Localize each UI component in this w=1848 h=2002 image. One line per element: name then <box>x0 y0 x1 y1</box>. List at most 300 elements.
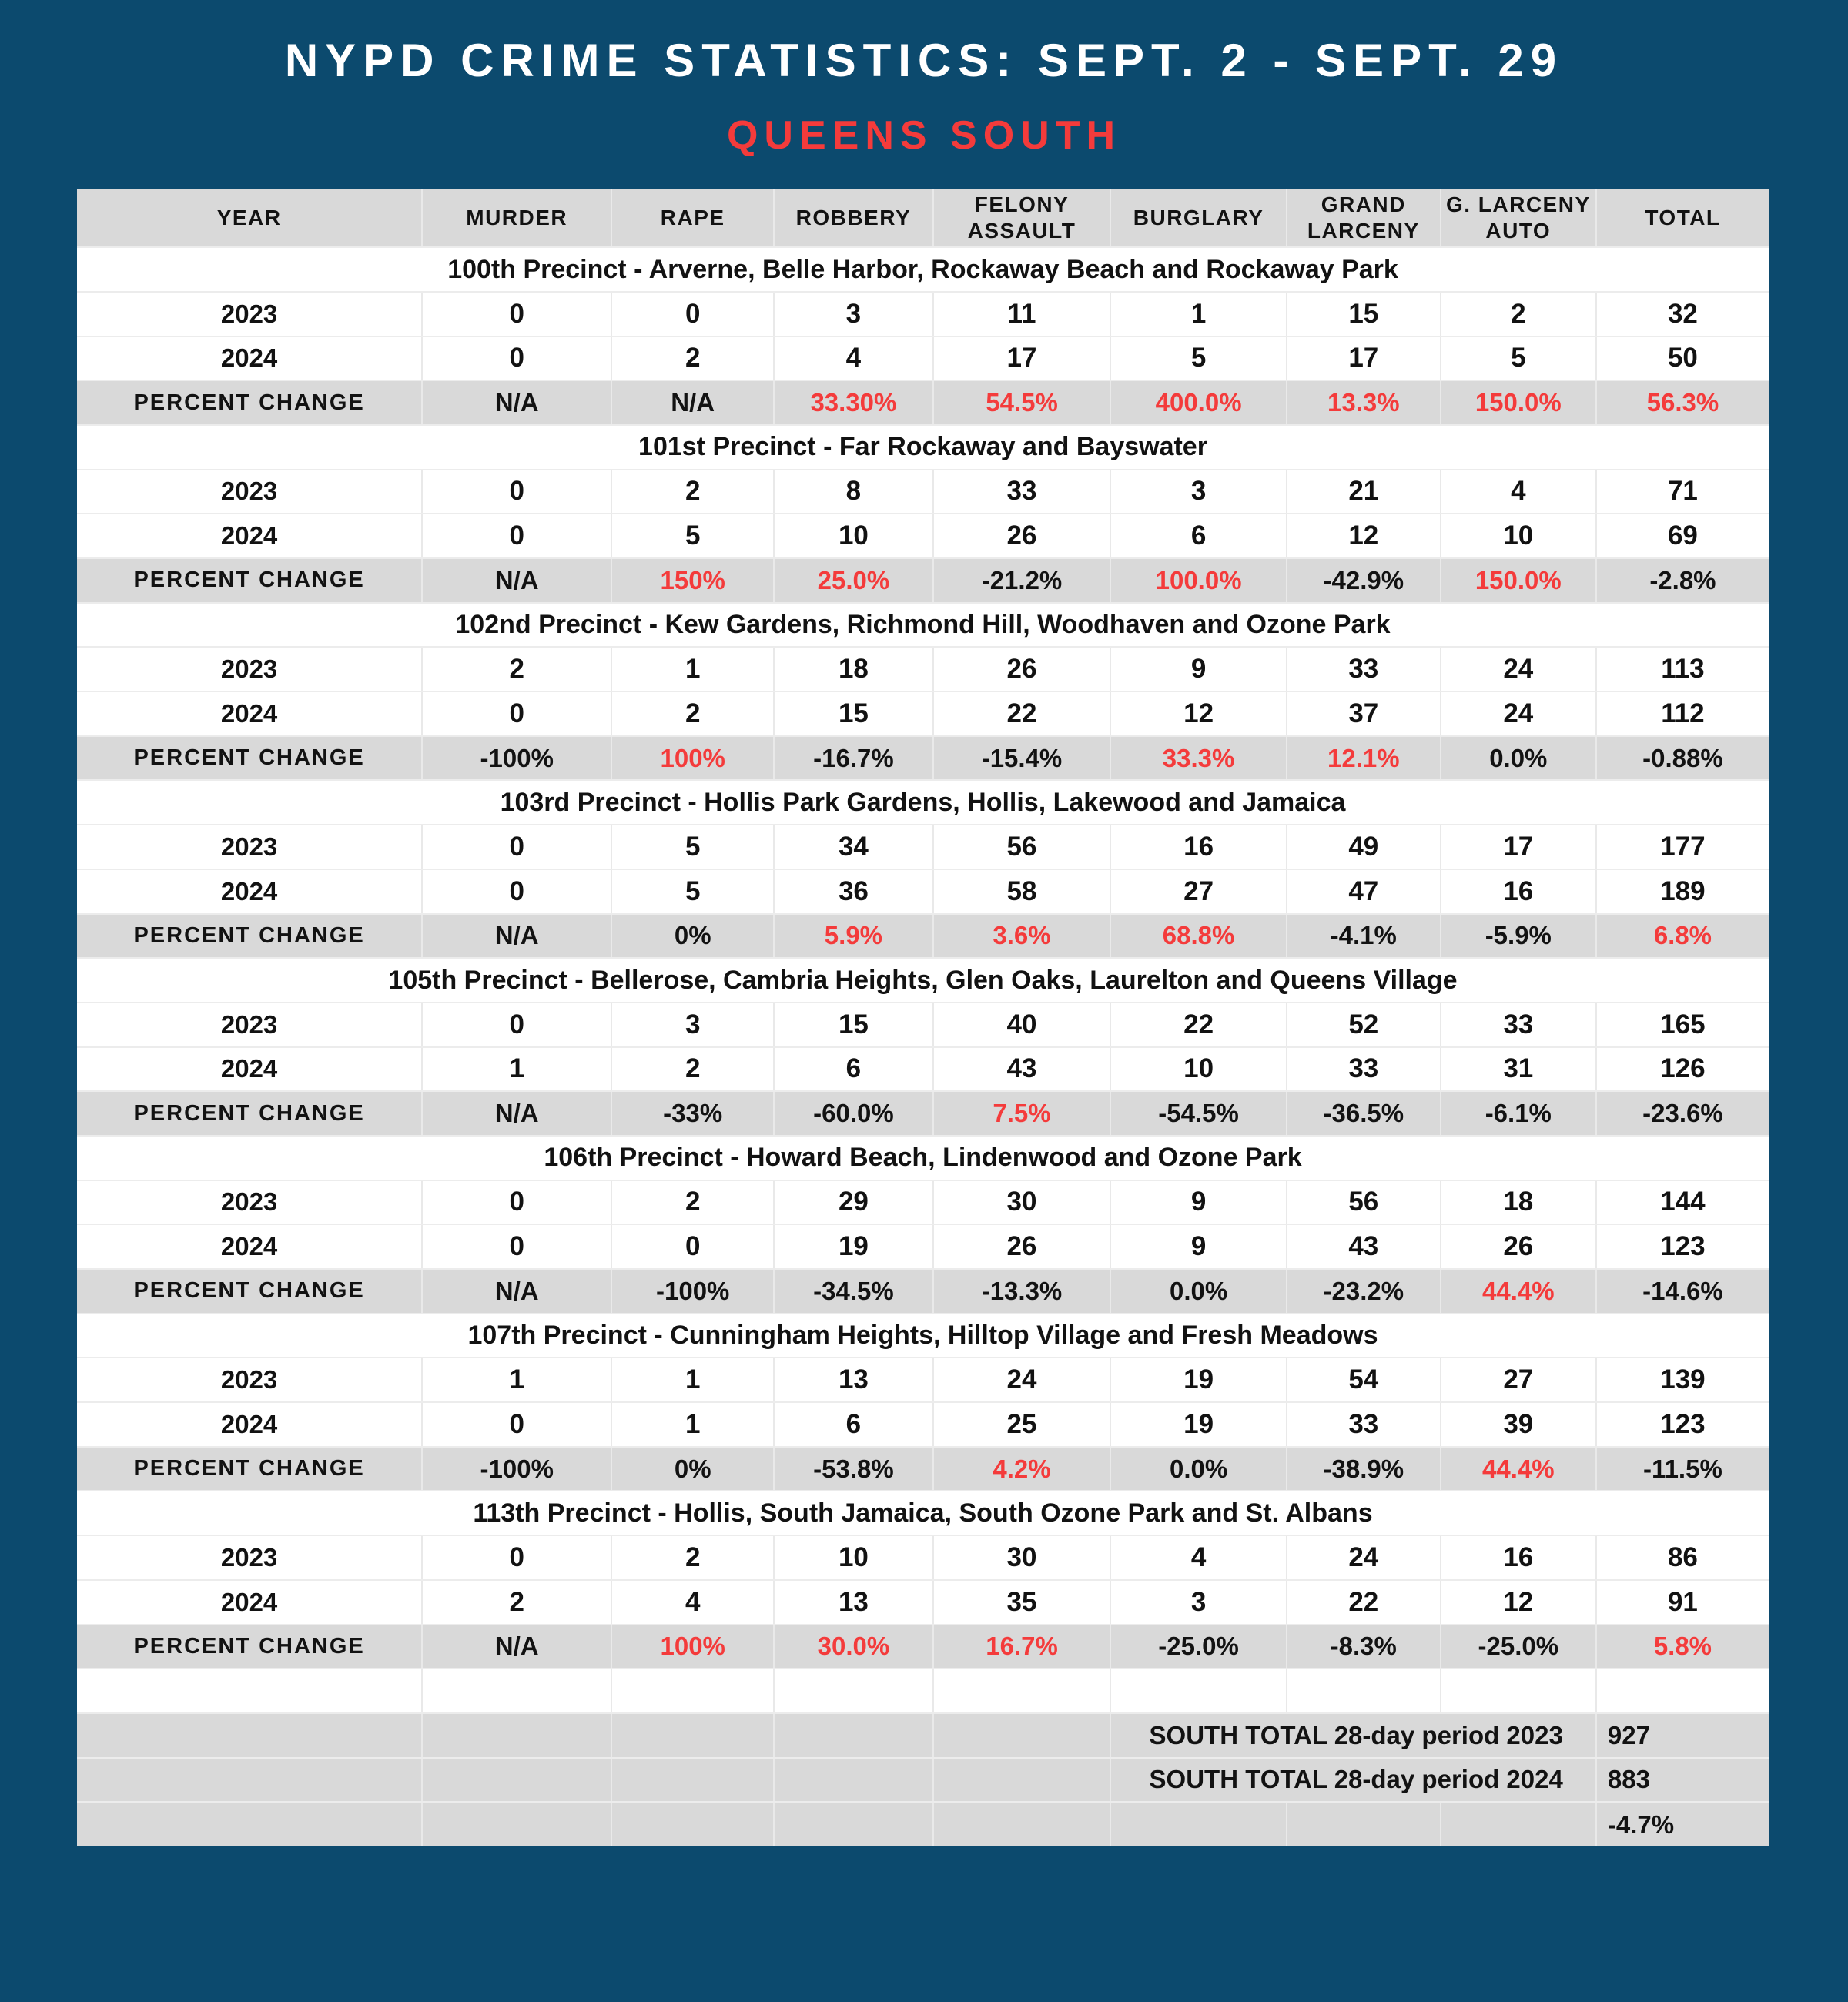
stat-cell-grand-larceny: -4.1% <box>1287 914 1441 959</box>
stat-cell-rape: 0 <box>611 1224 774 1269</box>
stat-cell-g-larceny-auto: 24 <box>1441 691 1596 736</box>
stat-cell-grand-larceny: 24 <box>1287 1535 1441 1580</box>
stat-cell-g-larceny-auto: -25.0% <box>1441 1625 1596 1669</box>
stat-cell-robbery: -34.5% <box>774 1269 933 1314</box>
stat-cell-felony-assault: 40 <box>933 1003 1111 1047</box>
spacer-cell <box>1287 1669 1441 1713</box>
stat-cell-total: 69 <box>1596 514 1769 558</box>
spacer-cell <box>1441 1669 1596 1713</box>
stat-cell-robbery: 15 <box>774 1003 933 1047</box>
stat-cell-grand-larceny: 33 <box>1287 1402 1441 1447</box>
percent-change-row <box>77 380 1769 425</box>
stat-cell-robbery: 34 <box>774 825 933 869</box>
stat-cell-total: 123 <box>1596 1224 1769 1269</box>
stat-cell-total: -14.6% <box>1596 1269 1769 1314</box>
stat-cell-felony-assault: 26 <box>933 1224 1111 1269</box>
stat-cell-felony-assault: 30 <box>933 1535 1111 1580</box>
stat-cell-grand-larceny: 15 <box>1287 292 1441 336</box>
year-label: 2024 <box>77 869 422 914</box>
stat-cell-robbery: 4 <box>774 336 933 381</box>
precinct-section-row <box>77 1314 1769 1358</box>
stat-cell-murder: 0 <box>422 1003 611 1047</box>
year-2024-row <box>77 1580 1769 1625</box>
stat-cell-murder: N/A <box>422 1625 611 1669</box>
spacer-cell <box>933 1669 1111 1713</box>
table-header <box>77 189 1769 247</box>
year-2024-row <box>77 1047 1769 1092</box>
stat-cell-total: 123 <box>1596 1402 1769 1447</box>
percent-change-row <box>77 1625 1769 1669</box>
stat-cell-grand-larceny: -8.3% <box>1287 1625 1441 1669</box>
stat-cell-g-larceny-auto: 10 <box>1441 514 1596 558</box>
stat-cell-grand-larceny: 12 <box>1287 514 1441 558</box>
precinct-section-header: 100th Precinct - Arverne, Belle Harbor, Rockaway Beach and Rockaway Park <box>77 247 1769 292</box>
column-header-rape: RAPE <box>611 189 774 247</box>
stat-cell-robbery: 13 <box>774 1358 933 1402</box>
stat-cell-burglary: 9 <box>1110 1180 1286 1225</box>
south-total-row <box>77 1758 1769 1803</box>
table-body <box>77 247 1769 1846</box>
stat-cell-rape: -33% <box>611 1091 774 1136</box>
stat-cell-rape: 5 <box>611 514 774 558</box>
percent-change-label: PERCENT CHANGE <box>77 736 422 781</box>
stat-cell-murder: 0 <box>422 292 611 336</box>
precinct-section-header: 105th Precinct - Bellerose, Cambria Heights, Glen Oaks, Laurelton and Queens Village <box>77 958 1769 1003</box>
footer-empty-cell <box>611 1802 774 1846</box>
stat-cell-rape: 100% <box>611 736 774 781</box>
stat-cell-robbery: 10 <box>774 514 933 558</box>
stat-cell-felony-assault: 26 <box>933 647 1111 691</box>
stat-cell-felony-assault: 11 <box>933 292 1111 336</box>
stat-cell-rape: 2 <box>611 1535 774 1580</box>
stat-cell-robbery: 8 <box>774 470 933 514</box>
spacer-cell <box>611 1669 774 1713</box>
stat-cell-rape: 0% <box>611 914 774 959</box>
footer-empty-cell <box>77 1713 422 1758</box>
stat-cell-felony-assault: 56 <box>933 825 1111 869</box>
year-2023-row <box>77 647 1769 691</box>
stat-cell-murder: N/A <box>422 380 611 425</box>
stat-cell-g-larceny-auto: 150.0% <box>1441 558 1596 603</box>
stat-cell-total: 91 <box>1596 1580 1769 1625</box>
year-label: 2023 <box>77 825 422 869</box>
stat-cell-rape: 2 <box>611 1047 774 1092</box>
stat-cell-grand-larceny: 33 <box>1287 1047 1441 1092</box>
footer-empty-cell <box>933 1802 1111 1846</box>
stat-cell-total: 50 <box>1596 336 1769 381</box>
stat-cell-murder: N/A <box>422 558 611 603</box>
stat-cell-rape: 5 <box>611 869 774 914</box>
year-2024-row <box>77 1224 1769 1269</box>
stat-cell-g-larceny-auto: 2 <box>1441 292 1596 336</box>
column-header-g-larceny-auto: G. LARCENY AUTO <box>1441 189 1596 247</box>
stat-cell-murder: 1 <box>422 1047 611 1092</box>
stat-cell-g-larceny-auto: -5.9% <box>1441 914 1596 959</box>
stat-cell-rape: 2 <box>611 691 774 736</box>
stat-cell-g-larceny-auto: 4 <box>1441 470 1596 514</box>
percent-change-label: PERCENT CHANGE <box>77 558 422 603</box>
precinct-section-header: 102nd Precinct - Kew Gardens, Richmond Hill, Woodhaven and Ozone Park <box>77 603 1769 648</box>
column-header-burglary: BURGLARY <box>1110 189 1286 247</box>
stat-cell-rape: 3 <box>611 1003 774 1047</box>
stat-cell-burglary: 10 <box>1110 1047 1286 1092</box>
stat-cell-g-larceny-auto: 44.4% <box>1441 1269 1596 1314</box>
precinct-section-row <box>77 958 1769 1003</box>
stat-cell-total: 144 <box>1596 1180 1769 1225</box>
stat-cell-total: 189 <box>1596 869 1769 914</box>
year-label: 2024 <box>77 1580 422 1625</box>
stat-cell-burglary: 68.8% <box>1110 914 1286 959</box>
stat-cell-burglary: 1 <box>1110 292 1286 336</box>
stat-cell-grand-larceny: 17 <box>1287 336 1441 381</box>
stat-cell-g-larceny-auto: 5 <box>1441 336 1596 381</box>
year-label: 2023 <box>77 292 422 336</box>
percent-change-label: PERCENT CHANGE <box>77 1269 422 1314</box>
stat-cell-grand-larceny: -36.5% <box>1287 1091 1441 1136</box>
footer-empty-cell <box>77 1802 422 1846</box>
stat-cell-grand-larceny: 43 <box>1287 1224 1441 1269</box>
stat-cell-robbery: -60.0% <box>774 1091 933 1136</box>
stat-cell-rape: 150% <box>611 558 774 603</box>
stat-cell-felony-assault: 35 <box>933 1580 1111 1625</box>
stat-cell-felony-assault: 16.7% <box>933 1625 1111 1669</box>
stat-cell-felony-assault: 26 <box>933 514 1111 558</box>
stat-cell-burglary: 19 <box>1110 1358 1286 1402</box>
stat-cell-burglary: 5 <box>1110 336 1286 381</box>
year-label: 2023 <box>77 1180 422 1225</box>
stat-cell-g-larceny-auto: 16 <box>1441 869 1596 914</box>
stat-cell-robbery: 33.30% <box>774 380 933 425</box>
south-total-change-row <box>77 1802 1769 1846</box>
stat-cell-burglary: 400.0% <box>1110 380 1286 425</box>
stat-cell-total: -11.5% <box>1596 1447 1769 1491</box>
stat-cell-rape: 0% <box>611 1447 774 1491</box>
south-total-row <box>77 1713 1769 1758</box>
year-label: 2023 <box>77 1535 422 1580</box>
percent-change-row <box>77 1447 1769 1491</box>
year-label: 2024 <box>77 514 422 558</box>
stat-cell-felony-assault: 30 <box>933 1180 1111 1225</box>
stat-cell-robbery: 15 <box>774 691 933 736</box>
column-header-murder: MURDER <box>422 189 611 247</box>
stat-cell-g-larceny-auto: 33 <box>1441 1003 1596 1047</box>
stat-cell-total: 86 <box>1596 1535 1769 1580</box>
stat-cell-total: 126 <box>1596 1047 1769 1092</box>
year-label: 2023 <box>77 470 422 514</box>
stat-cell-murder: -100% <box>422 736 611 781</box>
stat-cell-grand-larceny: 22 <box>1287 1580 1441 1625</box>
footer-empty-cell <box>422 1713 611 1758</box>
percent-change-row <box>77 1269 1769 1314</box>
stat-cell-felony-assault: 33 <box>933 470 1111 514</box>
stat-cell-grand-larceny: 12.1% <box>1287 736 1441 781</box>
stat-cell-murder: 0 <box>422 1535 611 1580</box>
stat-cell-murder: 0 <box>422 336 611 381</box>
stat-cell-murder: 0 <box>422 1224 611 1269</box>
stat-cell-burglary: 16 <box>1110 825 1286 869</box>
stat-cell-murder: N/A <box>422 1269 611 1314</box>
stat-cell-g-larceny-auto: 26 <box>1441 1224 1596 1269</box>
stat-cell-rape: 0 <box>611 292 774 336</box>
stat-cell-murder: 0 <box>422 514 611 558</box>
percent-change-row <box>77 736 1769 781</box>
footer-empty-cell <box>774 1758 933 1803</box>
stat-cell-rape: 1 <box>611 1358 774 1402</box>
footer-empty-cell <box>422 1758 611 1803</box>
stat-cell-grand-larceny: 33 <box>1287 647 1441 691</box>
percent-change-row <box>77 914 1769 959</box>
footer-empty-cell <box>933 1758 1111 1803</box>
stat-cell-felony-assault: -21.2% <box>933 558 1111 603</box>
footer-empty-cell <box>611 1758 774 1803</box>
precinct-section-row <box>77 1491 1769 1535</box>
stat-cell-robbery: 5.9% <box>774 914 933 959</box>
stat-cell-burglary: 6 <box>1110 514 1286 558</box>
stat-cell-robbery: -53.8% <box>774 1447 933 1491</box>
stat-cell-murder: 0 <box>422 691 611 736</box>
percent-change-row <box>77 1091 1769 1136</box>
spacer-row <box>77 1669 1769 1713</box>
south-total-label: SOUTH TOTAL 28-day period 2024 <box>1110 1758 1596 1803</box>
stat-cell-burglary: 33.3% <box>1110 736 1286 781</box>
stat-cell-felony-assault: 43 <box>933 1047 1111 1092</box>
column-header-robbery: ROBBERY <box>774 189 933 247</box>
year-2023-row <box>77 825 1769 869</box>
stat-cell-g-larceny-auto: 24 <box>1441 647 1596 691</box>
percent-change-row <box>77 558 1769 603</box>
page-subtitle: QUEENS SOUTH <box>726 113 1122 158</box>
stat-cell-grand-larceny: -42.9% <box>1287 558 1441 603</box>
column-header-felony-assault: FELONY ASSAULT <box>933 189 1111 247</box>
south-total-value: 927 <box>1596 1713 1769 1758</box>
stat-cell-rape: 1 <box>611 647 774 691</box>
stat-cell-grand-larceny: 54 <box>1287 1358 1441 1402</box>
stat-cell-grand-larceny: -38.9% <box>1287 1447 1441 1491</box>
stat-cell-murder: N/A <box>422 1091 611 1136</box>
stat-cell-rape: 2 <box>611 1180 774 1225</box>
stat-cell-burglary: 4 <box>1110 1535 1286 1580</box>
stat-cell-total: 56.3% <box>1596 380 1769 425</box>
stat-cell-burglary: 9 <box>1110 1224 1286 1269</box>
stat-cell-robbery: 6 <box>774 1402 933 1447</box>
stat-cell-rape: -100% <box>611 1269 774 1314</box>
year-label: 2023 <box>77 647 422 691</box>
footer-empty-cell <box>933 1713 1111 1758</box>
stat-cell-burglary: -54.5% <box>1110 1091 1286 1136</box>
precinct-section-header: 113th Precinct - Hollis, South Jamaica, South Ozone Park and St. Albans <box>77 1491 1769 1535</box>
stat-cell-burglary: -25.0% <box>1110 1625 1286 1669</box>
footer-empty-cell <box>1110 1802 1286 1846</box>
year-label: 2024 <box>77 691 422 736</box>
percent-change-label: PERCENT CHANGE <box>77 914 422 959</box>
stat-cell-robbery: 13 <box>774 1580 933 1625</box>
stat-cell-burglary: 27 <box>1110 869 1286 914</box>
precinct-section-header: 107th Precinct - Cunningham Heights, Hilltop Village and Fresh Meadows <box>77 1314 1769 1358</box>
precinct-section-row <box>77 603 1769 648</box>
stat-cell-murder: 0 <box>422 470 611 514</box>
stat-cell-grand-larceny: 21 <box>1287 470 1441 514</box>
year-label: 2024 <box>77 336 422 381</box>
stat-cell-g-larceny-auto: 17 <box>1441 825 1596 869</box>
stat-cell-felony-assault: 4.2% <box>933 1447 1111 1491</box>
stat-cell-rape: 2 <box>611 470 774 514</box>
column-header-total: TOTAL <box>1596 189 1769 247</box>
stat-cell-robbery: 25.0% <box>774 558 933 603</box>
stat-cell-g-larceny-auto: 0.0% <box>1441 736 1596 781</box>
spacer-cell <box>774 1669 933 1713</box>
footer-empty-cell <box>774 1802 933 1846</box>
stat-cell-total: -0.88% <box>1596 736 1769 781</box>
stat-cell-burglary: 12 <box>1110 691 1286 736</box>
year-2023-row <box>77 1003 1769 1047</box>
stat-cell-burglary: 9 <box>1110 647 1286 691</box>
stat-cell-felony-assault: 58 <box>933 869 1111 914</box>
stat-cell-g-larceny-auto: 39 <box>1441 1402 1596 1447</box>
stat-cell-felony-assault: 54.5% <box>933 380 1111 425</box>
stat-cell-felony-assault: -13.3% <box>933 1269 1111 1314</box>
stat-cell-robbery: 30.0% <box>774 1625 933 1669</box>
column-header-grand-larceny: GRAND LARCENY <box>1287 189 1441 247</box>
footer-empty-cell <box>1441 1802 1596 1846</box>
column-header-year: YEAR <box>77 189 422 247</box>
stat-cell-felony-assault: 3.6% <box>933 914 1111 959</box>
stat-cell-rape: 4 <box>611 1580 774 1625</box>
page-title: NYPD CRIME STATISTICS: SEPT. 2 - SEPT. 29 <box>284 35 1564 86</box>
year-2023-row <box>77 1180 1769 1225</box>
stat-cell-murder: 0 <box>422 825 611 869</box>
spacer-cell <box>1596 1669 1769 1713</box>
year-label: 2023 <box>77 1003 422 1047</box>
stat-cell-total: 177 <box>1596 825 1769 869</box>
column-header-row <box>77 189 1769 247</box>
stat-cell-robbery: 19 <box>774 1224 933 1269</box>
stat-cell-grand-larceny: 37 <box>1287 691 1441 736</box>
stat-cell-robbery: 6 <box>774 1047 933 1092</box>
stat-cell-total: -23.6% <box>1596 1091 1769 1136</box>
stat-cell-felony-assault: 25 <box>933 1402 1111 1447</box>
stat-cell-burglary: 3 <box>1110 470 1286 514</box>
year-label: 2024 <box>77 1402 422 1447</box>
precinct-section-header: 106th Precinct - Howard Beach, Lindenwood and Ozone Park <box>77 1136 1769 1180</box>
percent-change-label: PERCENT CHANGE <box>77 1447 422 1491</box>
stat-cell-total: 6.8% <box>1596 914 1769 959</box>
stat-cell-total: 71 <box>1596 470 1769 514</box>
year-2024-row <box>77 514 1769 558</box>
year-2024-row <box>77 336 1769 381</box>
stat-cell-felony-assault: 7.5% <box>933 1091 1111 1136</box>
footer-empty-cell <box>77 1758 422 1803</box>
stat-cell-grand-larceny: -23.2% <box>1287 1269 1441 1314</box>
stat-cell-g-larceny-auto: 18 <box>1441 1180 1596 1225</box>
year-2023-row <box>77 292 1769 336</box>
stat-cell-felony-assault: 22 <box>933 691 1111 736</box>
stat-cell-robbery: 18 <box>774 647 933 691</box>
stat-cell-burglary: 22 <box>1110 1003 1286 1047</box>
footer-empty-cell <box>774 1713 933 1758</box>
footer-empty-cell <box>1287 1802 1441 1846</box>
stat-cell-robbery: -16.7% <box>774 736 933 781</box>
year-2023-row <box>77 470 1769 514</box>
stat-cell-rape: N/A <box>611 380 774 425</box>
stat-cell-murder: 0 <box>422 1402 611 1447</box>
stat-cell-rape: 100% <box>611 1625 774 1669</box>
stat-cell-grand-larceny: 52 <box>1287 1003 1441 1047</box>
stat-cell-murder: N/A <box>422 914 611 959</box>
stat-cell-g-larceny-auto: 27 <box>1441 1358 1596 1402</box>
footer-empty-cell <box>422 1802 611 1846</box>
precinct-section-header: 101st Precinct - Far Rockaway and Bayswater <box>77 425 1769 470</box>
precinct-section-row <box>77 780 1769 825</box>
stat-cell-g-larceny-auto: 31 <box>1441 1047 1596 1092</box>
stat-cell-total: 32 <box>1596 292 1769 336</box>
year-label: 2023 <box>77 1358 422 1402</box>
year-label: 2024 <box>77 1047 422 1092</box>
spacer-cell <box>77 1669 422 1713</box>
stat-cell-burglary: 0.0% <box>1110 1447 1286 1491</box>
percent-change-label: PERCENT CHANGE <box>77 380 422 425</box>
spacer-cell <box>422 1669 611 1713</box>
year-2024-row <box>77 869 1769 914</box>
year-label: 2024 <box>77 1224 422 1269</box>
stat-cell-murder: 2 <box>422 1580 611 1625</box>
stat-cell-grand-larceny: 47 <box>1287 869 1441 914</box>
stat-cell-total: 112 <box>1596 691 1769 736</box>
stat-cell-g-larceny-auto: 150.0% <box>1441 380 1596 425</box>
precinct-section-row <box>77 247 1769 292</box>
stat-cell-grand-larceny: 49 <box>1287 825 1441 869</box>
stat-cell-grand-larceny: 13.3% <box>1287 380 1441 425</box>
spacer-cell <box>1110 1669 1286 1713</box>
south-total-value: 883 <box>1596 1758 1769 1803</box>
stat-cell-grand-larceny: 56 <box>1287 1180 1441 1225</box>
stat-cell-total: 139 <box>1596 1358 1769 1402</box>
stat-cell-felony-assault: 24 <box>933 1358 1111 1402</box>
stat-cell-murder: 0 <box>422 1180 611 1225</box>
stat-cell-g-larceny-auto: 16 <box>1441 1535 1596 1580</box>
stat-cell-total: 113 <box>1596 647 1769 691</box>
stat-cell-total: 165 <box>1596 1003 1769 1047</box>
stat-cell-rape: 1 <box>611 1402 774 1447</box>
year-2024-row <box>77 1402 1769 1447</box>
stat-cell-g-larceny-auto: 44.4% <box>1441 1447 1596 1491</box>
stat-cell-robbery: 3 <box>774 292 933 336</box>
stat-cell-murder: -100% <box>422 1447 611 1491</box>
stat-cell-burglary: 3 <box>1110 1580 1286 1625</box>
stat-cell-murder: 2 <box>422 647 611 691</box>
stat-cell-burglary: 19 <box>1110 1402 1286 1447</box>
stat-cell-murder: 0 <box>422 869 611 914</box>
percent-change-label: PERCENT CHANGE <box>77 1625 422 1669</box>
crime-stats-table <box>77 189 1769 1846</box>
stat-cell-g-larceny-auto: -6.1% <box>1441 1091 1596 1136</box>
stat-cell-robbery: 29 <box>774 1180 933 1225</box>
south-total-percent-change: -4.7% <box>1596 1802 1769 1846</box>
year-2023-row <box>77 1358 1769 1402</box>
precinct-section-row <box>77 425 1769 470</box>
stat-cell-rape: 2 <box>611 336 774 381</box>
south-total-label: SOUTH TOTAL 28-day period 2023 <box>1110 1713 1596 1758</box>
percent-change-label: PERCENT CHANGE <box>77 1091 422 1136</box>
year-2024-row <box>77 691 1769 736</box>
stat-cell-g-larceny-auto: 12 <box>1441 1580 1596 1625</box>
stat-cell-burglary: 0.0% <box>1110 1269 1286 1314</box>
year-2023-row <box>77 1535 1769 1580</box>
stat-cell-robbery: 36 <box>774 869 933 914</box>
stat-cell-felony-assault: -15.4% <box>933 736 1111 781</box>
precinct-section-header: 103rd Precinct - Hollis Park Gardens, Hollis, Lakewood and Jamaica <box>77 780 1769 825</box>
stat-cell-total: -2.8% <box>1596 558 1769 603</box>
stat-cell-total: 5.8% <box>1596 1625 1769 1669</box>
